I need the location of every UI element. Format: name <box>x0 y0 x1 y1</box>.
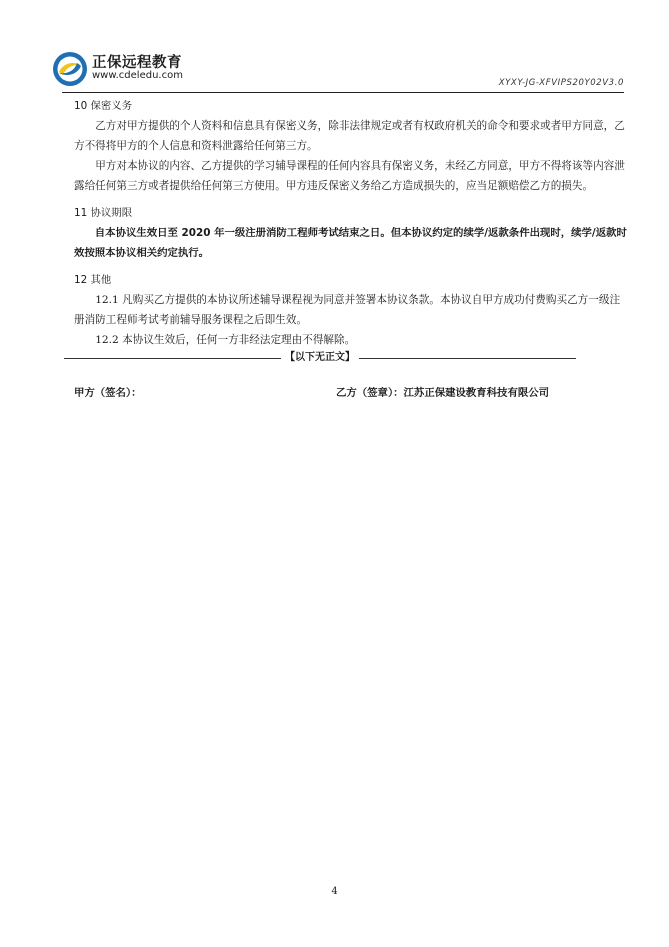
section-10-title: 10 保密义务 <box>74 100 133 112</box>
section-12-paragraph-1: 12.1 凡购买乙方提供的本协议所述辅导课程视为同意并签署本协议条款。本协议自甲方成功付费购买乙方一级注册消防工程师考试考前辅导服务课程之后即生效。 <box>74 294 621 326</box>
divider-right <box>359 358 576 359</box>
website-url: www.cdeledu.com <box>92 70 183 81</box>
signature-block <box>74 383 627 403</box>
party-a-signature: 甲方（签名）： <box>74 387 142 399</box>
section-11-title: 11 协议期限 <box>74 207 133 219</box>
header-divider <box>62 92 624 93</box>
section-11-paragraph: 自本协议生效日至 2020 年一级注册消防工程师考试结束之日。但本协议约定的续学/返款条件出现时，续学/返款时效按照本协议相关约定执行。 <box>74 227 627 259</box>
section-10-paragraph-1: 乙方对甲方提供的个人资料和信息具有保密义务，除非法律规定或者有权政府机关的命令和要求或者甲方同意，乙方不得将甲方的个人信息和资料泄露给任何第三方。 <box>74 120 625 152</box>
document-code: XYXY-JG-XFVIPS20Y02V3.0 <box>498 78 624 88</box>
document-body <box>74 96 627 403</box>
end-of-text-label: 【以下无正文】 <box>285 352 355 363</box>
divider-left <box>64 358 281 359</box>
section-10-paragraph-2: 甲方对本协议的内容、乙方提供的学习辅导课程的任何内容具有保密义务，未经乙方同意，甲方不得将该等内容泄露给任何第三方或者提供给任何第三方使用。甲方违反保密义务给乙方造成损失的，应当足额赔偿乙方的损失。 <box>74 160 625 192</box>
page-number: 4 <box>331 886 338 897</box>
section-12-paragraph-2: 12.2 本协议生效后，任何一方非经法定理由不得解除。 <box>95 334 356 346</box>
brand-name: 正保远程教育 <box>92 55 182 71</box>
section-12-title: 12 其他 <box>74 274 112 286</box>
company-logo-icon <box>52 51 88 87</box>
end-of-text-marker <box>64 348 576 368</box>
page-header <box>52 48 624 92</box>
party-b-signature: 乙方（签章）：江苏正保建设教育科技有限公司 <box>336 387 550 399</box>
